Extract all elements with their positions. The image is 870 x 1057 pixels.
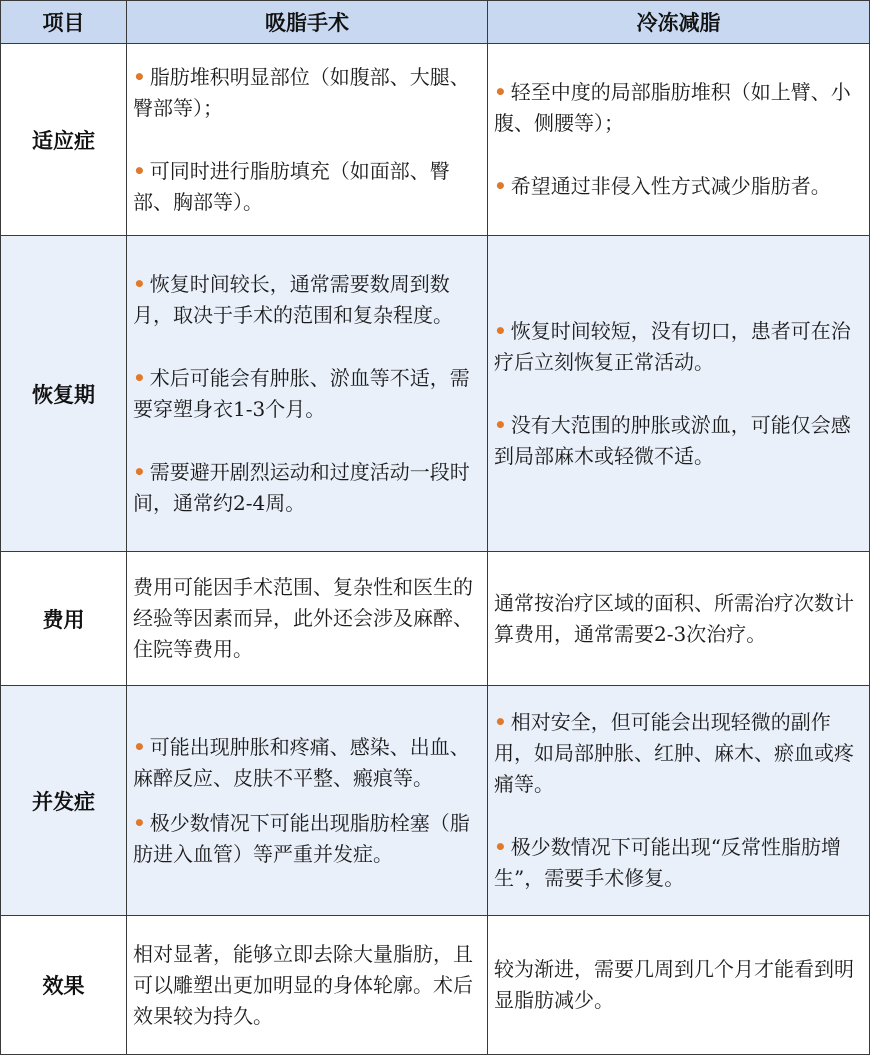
header-cryolipolysis: 冷冻减脂: [488, 1, 870, 44]
bullet-icon: •: [494, 80, 507, 104]
bullet-icon: •: [133, 365, 146, 390]
row-label: 适应症: [1, 44, 127, 236]
list-item: • 极少数情况下可能出现“反常性脂肪增生”，需要手术修复。: [494, 835, 842, 890]
list-item: • 需要避开剧烈运动和过度活动一段时间，通常约2-4周。: [133, 459, 470, 515]
list-item: • 没有大范围的肿胀或淤血，可能仅会感到局部麻木或轻微不适。: [494, 412, 851, 468]
lipo-cell: 费用可能因手术范围、复杂性和医生的经验等因素而异，此外还会涉及麻醉、住院等费用。: [127, 552, 488, 686]
row-label: 恢复期: [1, 236, 127, 552]
row-indications: [1, 44, 870, 236]
lipo-cell: [127, 686, 488, 916]
bullet-icon: •: [133, 158, 146, 183]
cryo-cell: [488, 236, 870, 552]
bullet-icon: •: [133, 810, 146, 835]
cryo-cell: 较为渐进，需要几周到几个月才能看到明显脂肪减少。: [488, 916, 870, 1055]
header-item: 项目: [1, 1, 127, 44]
bullet-icon: •: [494, 710, 507, 734]
bullet-icon: •: [494, 318, 507, 343]
bullet-icon: •: [494, 412, 507, 437]
list-item: • 可能出现肿胀和疼痛、感染、出血、麻醉反应、皮肤不平整、瘢痕等。: [133, 734, 470, 790]
header-liposuction: 吸脂手术: [127, 1, 488, 44]
bullet-icon: •: [133, 64, 146, 89]
lipo-cell: [127, 236, 488, 552]
list-item: • 恢复时间较长，通常需要数周到数月，取决于手术的范围和复杂程度。: [133, 271, 453, 327]
lipo-cell: [127, 44, 488, 236]
bullet-icon: •: [494, 174, 507, 198]
list-item: • 可同时进行脂肪填充（如面部、臀部、胸部等）。: [133, 158, 450, 214]
cryo-cell: 通常按治疗区域的面积、所需治疗次数计算费用，通常需要2-3次治疗。: [488, 552, 870, 686]
row-cost: [1, 552, 870, 686]
list-item: • 脂肪堆积明显部位（如腹部、大腿、臀部等）；: [133, 64, 470, 120]
list-item: • 希望通过非侵入性方式减少脂肪者。: [494, 174, 831, 198]
row-effect: [1, 916, 870, 1055]
cryo-cell: [488, 44, 870, 236]
cryo-cell: [488, 686, 870, 916]
bullet-icon: •: [494, 835, 507, 859]
row-complications: [1, 686, 870, 916]
list-item: • 恢复时间较短，没有切口，患者可在治疗后立刻恢复正常活动。: [494, 318, 851, 374]
bullet-icon: •: [133, 271, 146, 296]
list-item: • 相对安全，但可能会出现轻微的副作用，如局部肿胀、红肿、麻木、瘀血或疼痛等。: [494, 710, 854, 796]
lipo-cell: 相对显著，能够立即去除大量脂肪，且可以雕塑出更加明显的身体轮廓。术后效果较为持久。: [127, 916, 488, 1055]
bullet-icon: •: [133, 734, 146, 759]
list-item: • 轻至中度的局部脂肪堆积（如上臂、小腹、侧腰等）；: [494, 80, 851, 135]
row-label: 并发症: [1, 686, 127, 916]
row-label: 费用: [1, 552, 127, 686]
row-recovery: [1, 236, 870, 552]
header-row: [1, 1, 870, 44]
row-label: 效果: [1, 916, 127, 1055]
list-item: • 极少数情况下可能出现脂肪栓塞（脂肪进入血管）等严重并发症。: [133, 810, 470, 866]
list-item: • 术后可能会有肿胀、淤血等不适，需要穿塑身衣1-3个月。: [133, 365, 470, 421]
bullet-icon: •: [133, 459, 146, 484]
